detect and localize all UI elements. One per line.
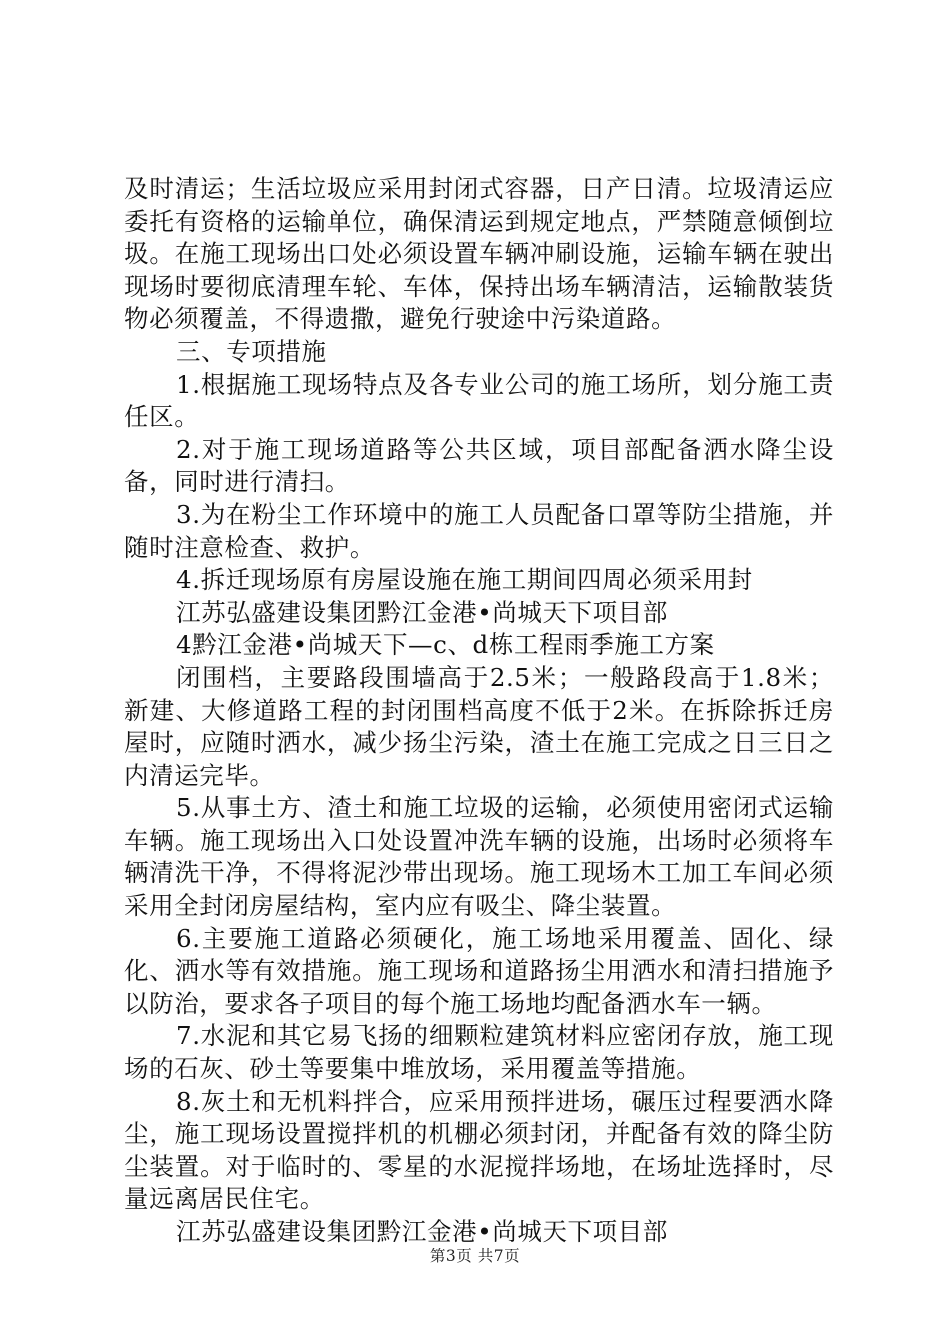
list-item-4-start: 4.拆迁现场原有房屋设施在施工期间四周必须采用封 [176, 565, 753, 595]
page-number: 第3页 共7页 [429, 1247, 521, 1265]
document-running-title: 4黔江金港•尚城天下—c、d栋工程雨季施工方案 [176, 630, 715, 660]
section-heading: 三、专项措施 [176, 336, 327, 366]
list-item-1: 1.根据施工现场特点及各专业公司的施工场所，划分施工责任区。 [124, 369, 834, 432]
document-body [124, 173, 834, 1249]
paragraph-continuation: 及时清运；生活垃圾应采用封闭式容器，日产日清。垃圾清运应委托有资格的运输单位，确保清运到规定地点，严禁随意倾倒垃圾。在施工现场出口处必须设置车辆冲刷设施，运输车辆在驶出现场时要彻底清理车轮、车体，保持出场车辆清洁，运输散装货物必须覆盖，不得遗撒，避免行驶途中污染道路。 [124, 174, 834, 334]
list-item-8: 8.灰土和无机料拌合，应采用预拌进场，碾压过程要洒水降尘，施工现场设置搅拌机的机棚必须封闭，并配备有效的降尘防尘装置。对于临时的、零星的水泥搅拌场地，在场址选择时，尽量远离居民住宅。 [124, 1086, 834, 1214]
list-item-2: 2.对于施工现场道路等公共区域，项目部配备洒水降尘设备，同时进行清扫。 [124, 434, 834, 497]
list-item-4-continuation: 闭围档，主要路段围墙高于2.5米；一般路段高于1.8米；新建、大修道路工程的封闭围档高度不低于2米。在拆除拆迁房屋时，应随时洒水，减少扬尘污染，渣土在施工完成之日三日之内清运完毕。 [124, 662, 834, 790]
list-item-7: 7.水泥和其它易飞扬的细颗粒建筑材料应密闭存放，施工现场的石灰、砂土等要集中堆放场，采用覆盖等措施。 [124, 1021, 834, 1084]
company-header: 江苏弘盛建设集团黔江金港•尚城天下项目部 [176, 597, 668, 627]
list-item-3: 3.为在粉尘工作环境中的施工人员配备口罩等防尘措施，并随时注意检查、救护。 [124, 499, 834, 562]
list-item-5: 5.从事土方、渣土和施工垃圾的运输，必须使用密闭式运输车辆。施工现场出入口处设置冲洗车辆的设施，出场时必须将车辆清洗干净，不得将泥沙带出现场。施工现场木工加工车间必须采用全封闭房屋结构，室内应有吸尘、降尘装置。 [124, 793, 834, 921]
company-footer-line: 江苏弘盛建设集团黔江金港•尚城天下项目部 [176, 1217, 668, 1246]
list-item-6: 6.主要施工道路必须硬化，施工场地采用覆盖、固化、绿化、洒水等有效措施。施工现场和道路扬尘用洒水和清扫措施予以防治，要求各子项目的每个施工场地均配备洒水车一辆。 [124, 923, 834, 1018]
